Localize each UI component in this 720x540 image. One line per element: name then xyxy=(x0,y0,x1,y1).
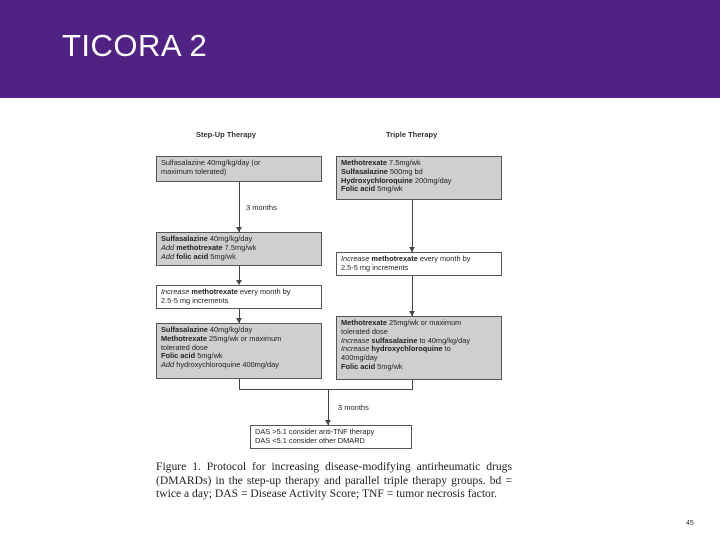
drug-name: Hydroxychloroquine xyxy=(341,175,413,185)
merge-interval-label: 3 months xyxy=(338,403,369,412)
drug-name: folic acid xyxy=(174,251,209,261)
dose-text: 500mg bd xyxy=(387,166,423,176)
dose-text: 40mg/kg/day xyxy=(207,234,253,243)
dose-text: 25mg/wk or maximum xyxy=(207,333,282,343)
drug-name: Sulfasalazine xyxy=(341,166,388,176)
slide-title: TICORA 2 xyxy=(62,28,208,63)
drug-name: Methotrexate xyxy=(341,158,387,167)
drug-name: methotrexate xyxy=(189,287,238,296)
step-up-heading: Step-Up Therapy xyxy=(196,130,257,139)
drug-name: sulfasalazine xyxy=(369,335,418,345)
dose-text: 25mg/wk or maximum xyxy=(387,318,462,327)
dose-text: 5mg/wk xyxy=(375,361,403,371)
dose-text: 5mg/wk xyxy=(208,251,236,261)
action-text: Increase xyxy=(341,254,370,263)
decision-line-1: DAS >5.1 consider anti-TNF therapy xyxy=(255,427,375,436)
step-up-box-1-line-1: Sulfasalazine 40mg/kg/day (or xyxy=(161,158,261,167)
connector-line xyxy=(239,379,240,389)
dose-text: 7.5mg/wk xyxy=(387,158,421,167)
dose-text: 2.5-5 mg increments xyxy=(341,262,409,272)
dose-text: 2.5-5 mg increments xyxy=(161,295,229,305)
drug-name: Folic acid xyxy=(161,351,196,361)
step-up-box-1-line-2: maximum tolerated) xyxy=(161,166,227,176)
flowchart-figure xyxy=(150,118,522,528)
triple-therapy-heading: Triple Therapy xyxy=(386,130,438,139)
connector-line xyxy=(412,276,413,316)
dose-text: 5mg/wk xyxy=(375,184,403,194)
dose-text: 7.5mg/wk xyxy=(222,242,257,252)
dose-text: 400mg/day xyxy=(341,353,378,363)
connector-line xyxy=(239,182,240,232)
step-up-box-2 xyxy=(156,232,322,266)
connector-line xyxy=(412,200,413,252)
step-up-box-4 xyxy=(156,323,322,379)
page-number: 45 xyxy=(686,520,694,527)
dose-text: to xyxy=(442,344,451,354)
drug-name: Folic acid xyxy=(341,361,376,371)
step-up-box-1 xyxy=(156,156,322,182)
triple-box-2 xyxy=(336,252,502,276)
dose-text: to 40mg/kg/day xyxy=(417,335,471,345)
triple-box-3 xyxy=(336,316,502,380)
drug-name: Methotrexate xyxy=(161,333,207,343)
dose-text: 5mg/wk xyxy=(195,351,223,361)
dose-text: tolerated dose xyxy=(341,326,388,336)
drug-name: hydroxychloroquine xyxy=(369,344,443,354)
dose-text: hydroxychloroquine 400mg/day xyxy=(174,360,279,370)
action-text: Increase xyxy=(161,287,190,296)
action-text: Increase xyxy=(341,335,370,345)
action-text: Increase xyxy=(341,344,370,354)
drug-name: Methotrexate xyxy=(341,318,387,327)
action-text: Add xyxy=(161,242,175,252)
drug-name: methotrexate xyxy=(369,254,418,263)
action-text: Add xyxy=(161,360,175,370)
dose-text: 40mg/kg/day xyxy=(207,325,253,334)
merge-line xyxy=(239,389,413,390)
connector-line xyxy=(412,380,413,389)
decision-line-2: DAS <5.1 consider other DMARD xyxy=(255,435,365,445)
dose-text: every month by xyxy=(237,287,291,296)
dose-text: tolerated dose xyxy=(161,342,208,352)
drug-name: methotrexate xyxy=(174,242,223,252)
step-up-box-3 xyxy=(156,285,322,309)
title-banner xyxy=(0,0,720,98)
drug-name: Folic acid xyxy=(341,184,376,194)
triple-box-1 xyxy=(336,156,502,200)
action-text: Add xyxy=(161,251,175,261)
final-decision-box xyxy=(250,425,412,449)
dose-text: every month by xyxy=(417,254,471,263)
dose-text: 200mg/day xyxy=(412,175,452,185)
drug-name: Sulfasalazine xyxy=(161,234,208,243)
drug-name: Sulfasalazine xyxy=(161,325,208,334)
figure-caption: Figure 1. Protocol for increasing disease-modifying antirheumatic drugs (DMARDs) in the step-up therapy and parallel triple therapy groups. bd = twice a day; DAS = Disease Activity Score; TNF = tumor necrosis factor. xyxy=(156,460,512,501)
step-up-interval-label: 3 months xyxy=(246,203,277,212)
